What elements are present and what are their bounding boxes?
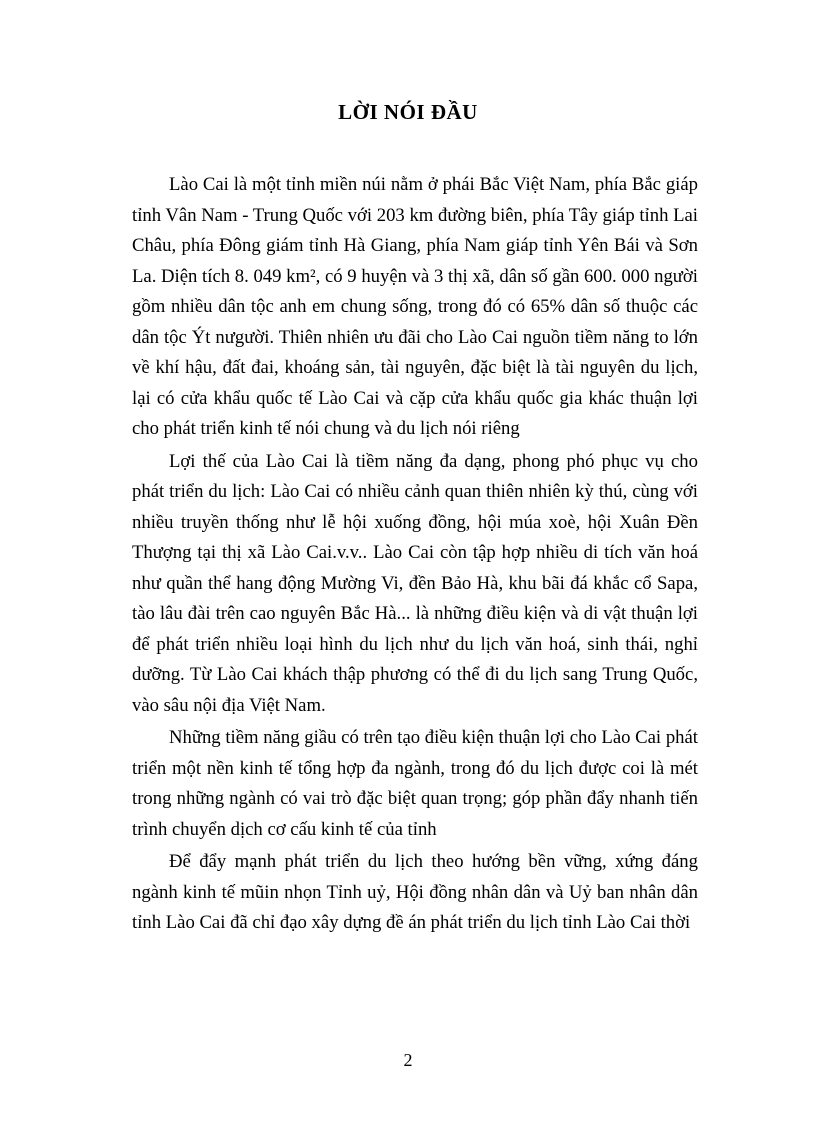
page-number: 2 <box>403 1050 413 1070</box>
body-text <box>132 170 698 939</box>
page-title: LỜI NÓI ĐẦU <box>338 100 478 124</box>
paragraph-potential: Những tiềm năng giầu có trên tạo điều kiện thuận lợi cho Lào Cai phát triển một nền kinh tế tổng hợp đa ngành, trong đó du lịch được coi là mét trong những ngành có vai trò đặc biệt quan trọng; góp phần đẩy nhanh tiến trình chuyển dịch cơ cấu kinh tế của tỉnh <box>132 727 698 840</box>
paragraph-intro: Lào Cai là một tỉnh miền núi nằm ở phái Bắc Việt Nam, phía Bắc giáp tỉnh Vân Nam - Trung Quốc với 203 km đường biên, phía Tây giáp tỉnh Lai Châu, phía Đông giám tỉnh Hà Giang, phía Nam giáp tỉnh Yên Bái và Sơn La. Diện tích 8. 049 km², có 9 huyện và 3 thị xã, dân số gần 600. 000 người gồm nhiều dân tộc anh em chung sống, trong đó có 65% dân số thuộc các dân tộc Ýt nưgười. Thiên nhiên ưu đãi cho Lào Cai nguồn tiềm năng to lớn về khí hậu, đất đai, khoáng sản, tài nguyên, đặc biệt là tài nguyên du lịch, lại có cửa khẩu quốc tế Lào Cai và cặp cửa khẩu quốc gia khác thuận lợi cho phát triển kinh tế nói chung và du lịch nói riêng <box>132 174 698 439</box>
paragraph-advantages: Lợi thế của Lào Cai là tiềm năng đa dạng, phong phó phục vụ cho phát triển du lịch: Lào Cai có nhiều cảnh quan thiên nhiên kỳ thú, cùng với nhiều truyền thống như lễ hội xuống đồng, hội múa xoè, hội Xuân Đền Thượng tại thị xã Lào Cai.v.v.. Lào Cai còn tập hợp nhiều di tích văn hoá như quần thể hang động Mường Vi, đền Bảo Hà, khu bãi đá khắc cổ Sapa, tào lâu đài trên cao nguyên Bắc Hà... là những điều kiện và di vật thuận lợi để phát triển nhiều loại hình du lịch như du lịch văn hoá, sinh thái, nghỉ dưỡng. Từ Lào Cai khách thập phương có thể đi du lịch sang Trung Quốc, vào sâu nội địa Việt Nam. <box>132 450 698 716</box>
paragraph-development: Để đẩy mạnh phát triển du lịch theo hướng bền vững, xứng đáng ngành kinh tế mũin nhọn Tỉnh uỷ, Hội đồng nhân dân và Uỷ ban nhân dân tỉnh Lào Cai đã chỉ đạo xây dựng đề án phát triển du lịch tỉnh Lào Cai thời <box>132 851 698 933</box>
